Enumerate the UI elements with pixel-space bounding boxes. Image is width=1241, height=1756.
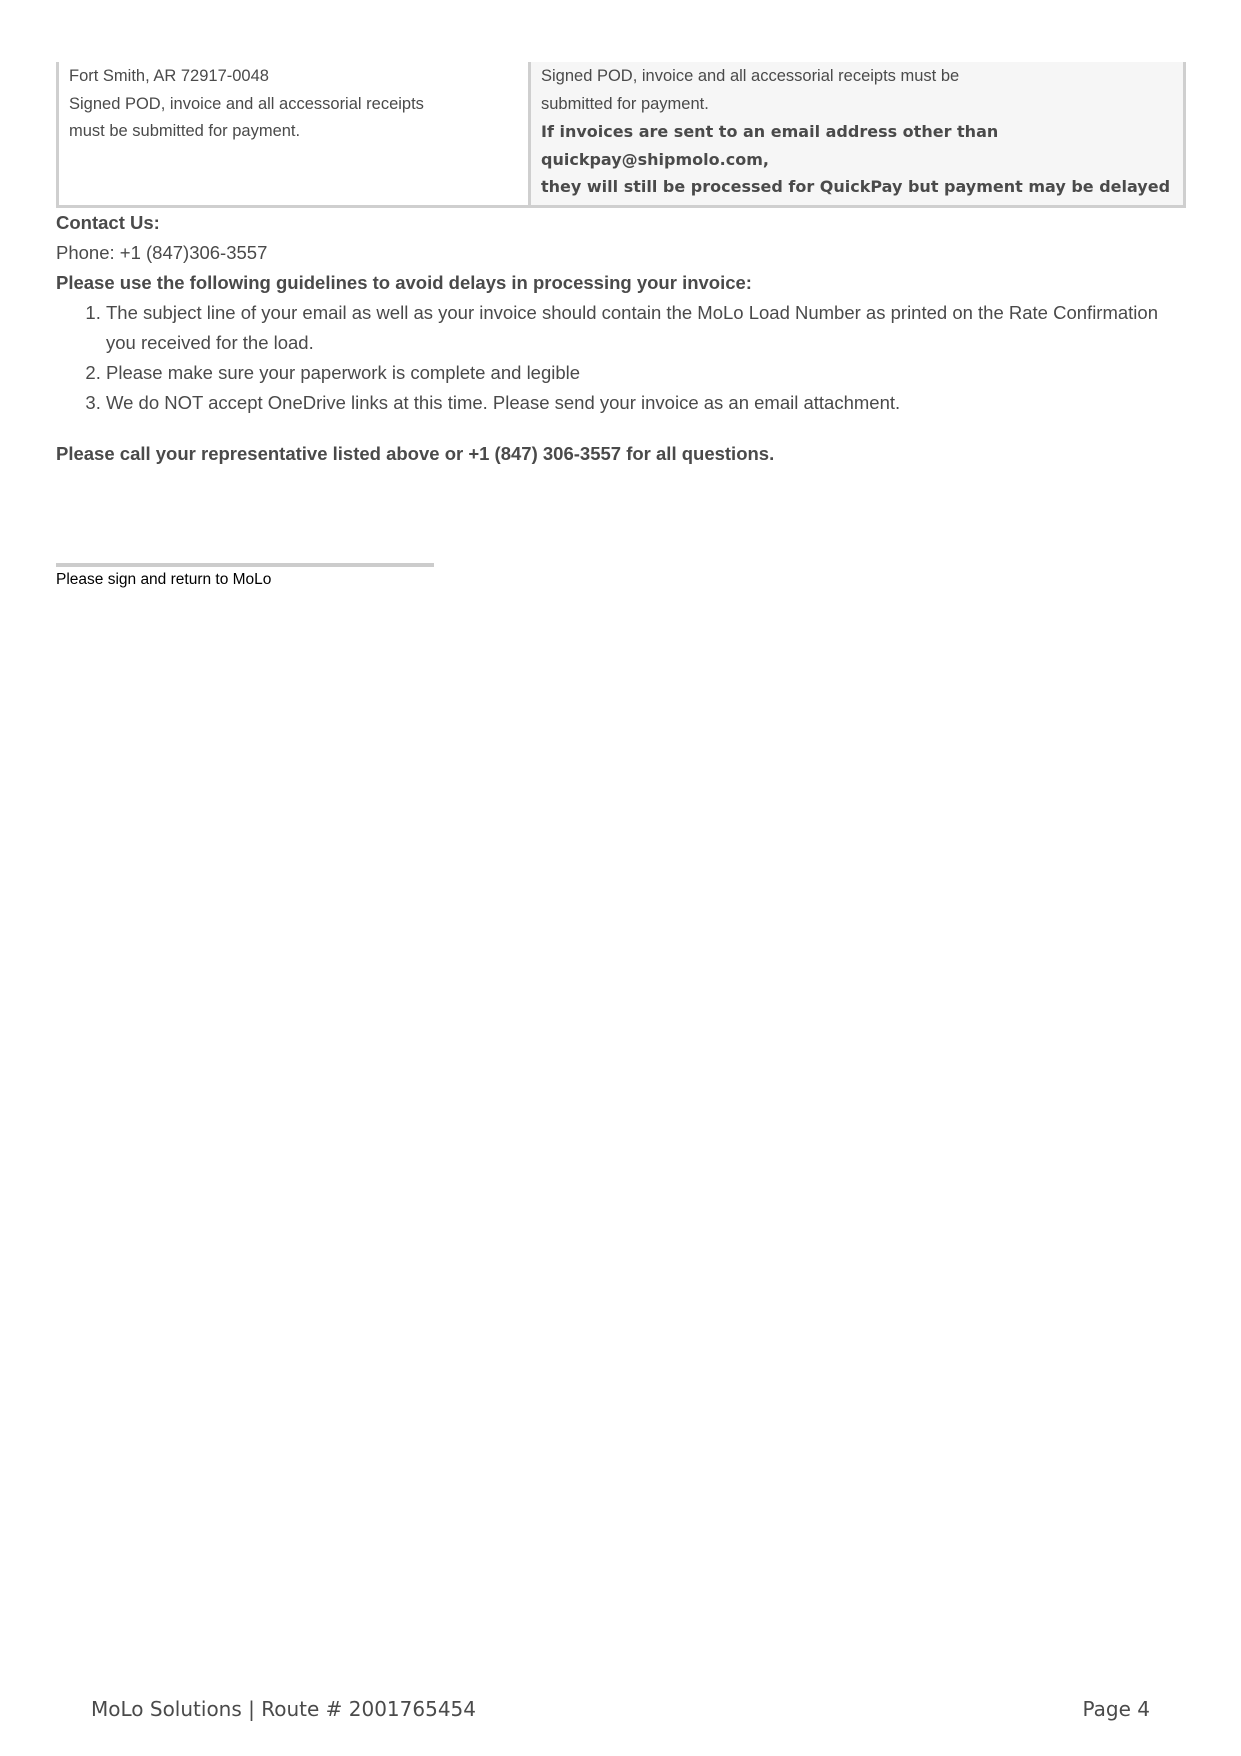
guidelines-list bbox=[56, 298, 1186, 418]
address-line: Fort Smith, AR 72917-0048 bbox=[69, 67, 269, 85]
pod-requirement-line: Signed POD, invoice and all accessorial receipts bbox=[69, 94, 424, 113]
pod-requirement-line: must be submitted for payment. bbox=[69, 122, 301, 140]
quickpay-notice-line: they will still be processed for QuickPay but payment may be delayed bbox=[541, 177, 1171, 196]
quickpay-notice-line: If invoices are sent to an email address other than quickpay@shipmolo.com, bbox=[541, 122, 999, 169]
table-cell-left bbox=[58, 62, 530, 206]
signature-line bbox=[56, 563, 434, 567]
call-representative-note: Please call your representative listed above or +1 (847) 306-3557 for all questions. bbox=[56, 443, 775, 464]
signature-caption: Please sign and return to MoLo bbox=[56, 571, 272, 588]
table-row bbox=[58, 62, 1185, 206]
list-item: 1. The subject line of your email as well as your invoice should contain the MoLo Load Number as printed on the Rate Confirmation you received for the load. bbox=[106, 298, 1186, 358]
table-cell-right bbox=[530, 62, 1185, 206]
guidelines-title: Please use the following guidelines to avoid delays in processing your invoice: bbox=[56, 272, 752, 293]
contact-heading: Contact Us: bbox=[56, 212, 160, 233]
footer-page-number: Page 4 bbox=[1082, 1697, 1150, 1721]
list-item: 3. We do NOT accept OneDrive links at this time. Please send your invoice as an email attachment. bbox=[106, 388, 1186, 418]
terms-table bbox=[56, 62, 1186, 208]
pod-requirement-line: submitted for payment. bbox=[541, 94, 709, 113]
pod-requirement-line: Signed POD, invoice and all accessorial receipts must be bbox=[541, 67, 960, 85]
contact-phone: Phone: +1 (847)306-3557 bbox=[56, 242, 268, 263]
footer-route: MoLo Solutions | Route # 2001765454 bbox=[91, 1697, 476, 1721]
contact-section bbox=[56, 208, 1186, 418]
list-item: 2. Please make sure your paperwork is complete and legible bbox=[106, 358, 1186, 388]
